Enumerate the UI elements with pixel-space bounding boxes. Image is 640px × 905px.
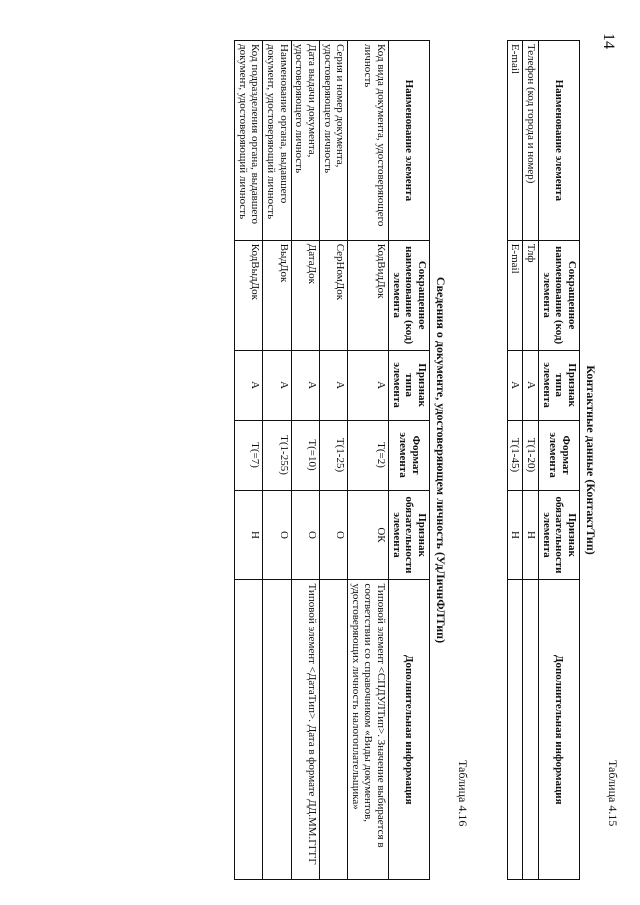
header-cell: Формат элемента [389, 420, 430, 490]
table-4-15-title: Контактные данные (КонтактТип) [584, 365, 598, 555]
page-number: 14 [600, 33, 617, 49]
table-row [348, 41, 389, 880]
table-row [235, 41, 263, 880]
table-cell: ВыдДок [263, 240, 291, 350]
header-cell: Сокращенное наименование (код) элемента [539, 240, 580, 350]
table-header-row [539, 41, 580, 880]
header-cell: Наименование элемента [539, 41, 580, 241]
rotated-page-content [120, 40, 620, 880]
table-cell [507, 580, 523, 880]
table-row [319, 41, 347, 880]
table-cell: Дата выдачи документа, удостоверяющего личность [291, 41, 319, 241]
table-cell [523, 580, 539, 880]
table-4-16 [234, 40, 430, 880]
table-cell: А [319, 350, 347, 420]
table-cell: Серия и номер документа, удостоверяющего личность [319, 41, 347, 241]
table-cell [319, 580, 347, 880]
table-cell: А [507, 350, 523, 420]
table-row [523, 41, 539, 880]
table-cell: Т(=7) [235, 420, 263, 490]
table-cell: Т(1-255) [263, 420, 291, 490]
table-4-15 [507, 40, 580, 880]
table-cell: E-mail [507, 240, 523, 350]
table-cell: А [291, 350, 319, 420]
table-cell: Телефон (код города и номер) [523, 41, 539, 241]
header-cell: Сокращенное наименование (код) элемента [389, 240, 430, 350]
header-cell: Признак типа элемента [389, 350, 430, 420]
table-row [263, 41, 291, 880]
table-4-15-label: Таблица 4.15 [606, 760, 620, 827]
table-cell: Типовой элемент <ДатаТип>. Дата в формате ДД.ММ.ГГГГ [291, 580, 319, 880]
table-cell [235, 580, 263, 880]
table-4-16-label: Таблица 4.16 [456, 760, 470, 827]
table-row [291, 41, 319, 880]
table-cell: КодВидДок [348, 240, 389, 350]
table-4-16-title: Сведения о документе, удостоверяющем личность (УдЛичнФЛТип) [434, 276, 448, 644]
table-cell: Т(1-20) [523, 420, 539, 490]
table-cell: КодВыдДок [235, 240, 263, 350]
table-cell: Т(=2) [348, 420, 389, 490]
table-cell: А [348, 350, 389, 420]
header-cell: Формат элемента [539, 420, 580, 490]
table-cell: О [319, 490, 347, 580]
table-cell: СерНомДок [319, 240, 347, 350]
table-cell: О [263, 490, 291, 580]
table-cell: Наименование органа, выдавшего документ, удостоверяющий личность [263, 41, 291, 241]
header-cell: Наименование элемента [389, 41, 430, 241]
header-cell: Признак обязательности элемента [389, 490, 430, 580]
table-row [507, 41, 523, 880]
table-header-row [389, 41, 430, 880]
table-cell: Типовой элемент <СПДУЛТип>. Значение выбирается в соответствии со справочником «Виды документов, удостоверяющих личность налогоплательщика» [348, 580, 389, 880]
header-cell: Дополнительная информация [389, 580, 430, 880]
table-cell: E-mail [507, 41, 523, 241]
table-cell: Код вида документа, удостоверяющего личность [348, 41, 389, 241]
table-cell: Код подразделения органа, выдавшего документ, удостоверяющий личность [235, 41, 263, 241]
table-cell [263, 580, 291, 880]
table-cell: Н [235, 490, 263, 580]
table-cell: А [235, 350, 263, 420]
table-cell: Т(1-25) [319, 420, 347, 490]
header-cell: Признак обязательности элемента [539, 490, 580, 580]
table-cell: Т(=10) [291, 420, 319, 490]
table-cell: А [263, 350, 291, 420]
table-cell: А [523, 350, 539, 420]
table-cell: Тлф [523, 240, 539, 350]
table-cell: Н [507, 490, 523, 580]
header-cell: Дополнительная информация [539, 580, 580, 880]
table-cell: Н [523, 490, 539, 580]
header-cell: Признак типа элемента [539, 350, 580, 420]
table-cell: Т(1-45) [507, 420, 523, 490]
table-cell: О [291, 490, 319, 580]
table-cell: ДатаДок [291, 240, 319, 350]
table-cell: ОК [348, 490, 389, 580]
